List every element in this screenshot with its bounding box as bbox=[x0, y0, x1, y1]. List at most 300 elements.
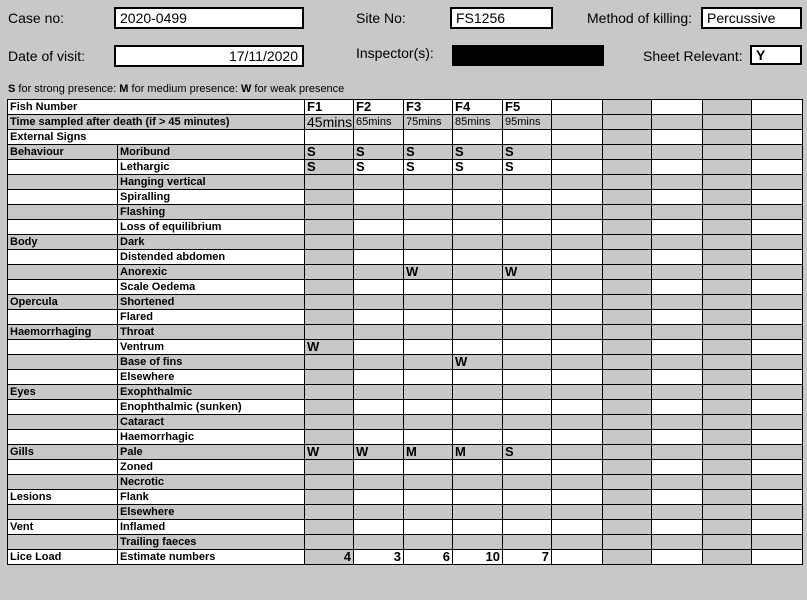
presence-cell[interactable] bbox=[652, 355, 703, 370]
presence-cell[interactable] bbox=[503, 385, 552, 400]
presence-cell[interactable]: S bbox=[404, 160, 453, 175]
fish-number-cell[interactable] bbox=[703, 100, 752, 115]
presence-cell[interactable] bbox=[703, 535, 752, 550]
presence-cell[interactable] bbox=[354, 325, 404, 340]
presence-cell[interactable] bbox=[603, 370, 652, 385]
presence-cell[interactable] bbox=[404, 385, 453, 400]
presence-cell[interactable] bbox=[603, 250, 652, 265]
presence-cell[interactable] bbox=[752, 370, 803, 385]
presence-cell[interactable] bbox=[703, 175, 752, 190]
fish-number-cell[interactable]: F5 bbox=[503, 100, 552, 115]
presence-cell[interactable] bbox=[305, 220, 354, 235]
presence-cell[interactable] bbox=[305, 310, 354, 325]
presence-cell[interactable] bbox=[652, 280, 703, 295]
presence-cell[interactable] bbox=[603, 490, 652, 505]
presence-cell[interactable] bbox=[752, 265, 803, 280]
date-of-visit-field[interactable]: 17/11/2020 bbox=[114, 45, 304, 67]
presence-cell[interactable] bbox=[354, 235, 404, 250]
presence-cell[interactable] bbox=[552, 265, 603, 280]
presence-cell[interactable] bbox=[603, 535, 652, 550]
presence-cell[interactable] bbox=[652, 490, 703, 505]
presence-cell[interactable] bbox=[603, 145, 652, 160]
presence-cell[interactable] bbox=[453, 235, 503, 250]
time-sampled-cell[interactable] bbox=[552, 115, 603, 130]
presence-cell[interactable] bbox=[404, 205, 453, 220]
lice-count-cell[interactable] bbox=[552, 550, 603, 565]
presence-cell[interactable] bbox=[354, 385, 404, 400]
presence-cell[interactable] bbox=[354, 475, 404, 490]
presence-cell[interactable] bbox=[603, 280, 652, 295]
presence-cell[interactable] bbox=[703, 370, 752, 385]
presence-cell[interactable] bbox=[652, 415, 703, 430]
presence-cell[interactable] bbox=[354, 250, 404, 265]
presence-cell[interactable] bbox=[703, 415, 752, 430]
presence-cell[interactable] bbox=[752, 475, 803, 490]
presence-cell[interactable] bbox=[305, 520, 354, 535]
presence-cell[interactable] bbox=[752, 145, 803, 160]
presence-cell[interactable] bbox=[354, 220, 404, 235]
presence-cell[interactable] bbox=[652, 220, 703, 235]
presence-cell[interactable] bbox=[305, 250, 354, 265]
presence-cell[interactable] bbox=[552, 460, 603, 475]
presence-cell[interactable] bbox=[453, 400, 503, 415]
presence-cell[interactable] bbox=[503, 295, 552, 310]
presence-cell[interactable] bbox=[652, 325, 703, 340]
presence-cell[interactable] bbox=[453, 490, 503, 505]
lice-count-cell[interactable] bbox=[752, 550, 803, 565]
presence-cell[interactable] bbox=[703, 430, 752, 445]
presence-cell[interactable] bbox=[703, 205, 752, 220]
presence-cell[interactable] bbox=[752, 160, 803, 175]
presence-cell[interactable] bbox=[552, 445, 603, 460]
presence-cell[interactable]: S bbox=[503, 160, 552, 175]
presence-cell[interactable] bbox=[354, 265, 404, 280]
presence-cell[interactable] bbox=[752, 535, 803, 550]
presence-cell[interactable] bbox=[453, 520, 503, 535]
presence-cell[interactable] bbox=[603, 325, 652, 340]
presence-cell[interactable] bbox=[603, 355, 652, 370]
presence-cell[interactable] bbox=[552, 475, 603, 490]
presence-cell[interactable] bbox=[453, 310, 503, 325]
presence-cell[interactable] bbox=[703, 190, 752, 205]
presence-cell[interactable] bbox=[752, 505, 803, 520]
presence-cell[interactable] bbox=[354, 175, 404, 190]
presence-cell[interactable] bbox=[603, 175, 652, 190]
time-sampled-cell[interactable] bbox=[703, 115, 752, 130]
presence-cell[interactable] bbox=[305, 325, 354, 340]
sheet-relevant-field[interactable]: Y bbox=[750, 45, 802, 65]
presence-cell[interactable] bbox=[453, 295, 503, 310]
presence-cell[interactable] bbox=[652, 175, 703, 190]
presence-cell[interactable] bbox=[404, 325, 453, 340]
presence-cell[interactable] bbox=[503, 535, 552, 550]
presence-cell[interactable] bbox=[752, 415, 803, 430]
presence-cell[interactable] bbox=[503, 325, 552, 340]
presence-cell[interactable] bbox=[552, 400, 603, 415]
presence-cell[interactable]: S bbox=[354, 160, 404, 175]
presence-cell[interactable] bbox=[404, 250, 453, 265]
presence-cell[interactable] bbox=[703, 250, 752, 265]
inspectors-field-redacted[interactable] bbox=[452, 45, 604, 66]
presence-cell[interactable]: S bbox=[305, 145, 354, 160]
presence-cell[interactable] bbox=[703, 280, 752, 295]
time-sampled-cell[interactable] bbox=[752, 115, 803, 130]
presence-cell[interactable] bbox=[404, 220, 453, 235]
presence-cell[interactable]: W bbox=[354, 445, 404, 460]
presence-cell[interactable] bbox=[354, 520, 404, 535]
presence-cell[interactable] bbox=[652, 295, 703, 310]
presence-cell[interactable] bbox=[503, 355, 552, 370]
presence-cell[interactable] bbox=[305, 475, 354, 490]
presence-cell[interactable] bbox=[404, 175, 453, 190]
presence-cell[interactable] bbox=[703, 460, 752, 475]
presence-cell[interactable] bbox=[703, 400, 752, 415]
presence-cell[interactable] bbox=[552, 535, 603, 550]
presence-cell[interactable] bbox=[503, 460, 552, 475]
presence-cell[interactable] bbox=[354, 400, 404, 415]
presence-cell[interactable] bbox=[752, 175, 803, 190]
lice-count-cell[interactable]: 3 bbox=[354, 550, 404, 565]
presence-cell[interactable] bbox=[404, 460, 453, 475]
presence-cell[interactable] bbox=[703, 355, 752, 370]
presence-cell[interactable] bbox=[404, 475, 453, 490]
presence-cell[interactable] bbox=[503, 205, 552, 220]
presence-cell[interactable] bbox=[652, 460, 703, 475]
presence-cell[interactable]: S bbox=[404, 145, 453, 160]
presence-cell[interactable] bbox=[552, 190, 603, 205]
presence-cell[interactable] bbox=[404, 505, 453, 520]
time-sampled-cell[interactable] bbox=[652, 115, 703, 130]
presence-cell[interactable] bbox=[354, 190, 404, 205]
presence-cell[interactable] bbox=[404, 340, 453, 355]
presence-cell[interactable] bbox=[752, 385, 803, 400]
presence-cell[interactable] bbox=[503, 475, 552, 490]
presence-cell[interactable] bbox=[703, 520, 752, 535]
presence-cell[interactable] bbox=[703, 325, 752, 340]
presence-cell[interactable] bbox=[305, 490, 354, 505]
time-sampled-cell[interactable]: 45mins bbox=[305, 115, 354, 130]
presence-cell[interactable] bbox=[703, 145, 752, 160]
presence-cell[interactable] bbox=[305, 280, 354, 295]
presence-cell[interactable] bbox=[603, 430, 652, 445]
presence-cell[interactable]: W bbox=[404, 265, 453, 280]
presence-cell[interactable] bbox=[652, 265, 703, 280]
presence-cell[interactable] bbox=[404, 400, 453, 415]
presence-cell[interactable] bbox=[652, 190, 703, 205]
presence-cell[interactable] bbox=[453, 460, 503, 475]
presence-cell[interactable]: M bbox=[404, 445, 453, 460]
fish-number-cell[interactable] bbox=[752, 100, 803, 115]
presence-cell[interactable] bbox=[703, 475, 752, 490]
presence-cell[interactable] bbox=[503, 190, 552, 205]
presence-cell[interactable] bbox=[603, 400, 652, 415]
presence-cell[interactable] bbox=[752, 220, 803, 235]
presence-cell[interactable] bbox=[305, 430, 354, 445]
presence-cell[interactable] bbox=[453, 325, 503, 340]
presence-cell[interactable] bbox=[703, 235, 752, 250]
presence-cell[interactable]: W bbox=[503, 265, 552, 280]
presence-cell[interactable] bbox=[453, 220, 503, 235]
presence-cell[interactable] bbox=[552, 385, 603, 400]
time-sampled-cell[interactable]: 65mins bbox=[354, 115, 404, 130]
presence-cell[interactable] bbox=[552, 235, 603, 250]
presence-cell[interactable] bbox=[552, 430, 603, 445]
fish-number-cell[interactable]: F3 bbox=[404, 100, 453, 115]
presence-cell[interactable] bbox=[503, 310, 552, 325]
presence-cell[interactable] bbox=[354, 310, 404, 325]
presence-cell[interactable] bbox=[305, 175, 354, 190]
presence-cell[interactable] bbox=[503, 220, 552, 235]
presence-cell[interactable] bbox=[752, 460, 803, 475]
presence-cell[interactable] bbox=[703, 295, 752, 310]
presence-cell[interactable] bbox=[752, 520, 803, 535]
presence-cell[interactable] bbox=[552, 310, 603, 325]
presence-cell[interactable] bbox=[552, 145, 603, 160]
presence-cell[interactable] bbox=[354, 295, 404, 310]
presence-cell[interactable] bbox=[305, 385, 354, 400]
presence-cell[interactable] bbox=[652, 250, 703, 265]
fish-number-cell[interactable]: F2 bbox=[354, 100, 404, 115]
presence-cell[interactable] bbox=[752, 310, 803, 325]
presence-cell[interactable] bbox=[652, 535, 703, 550]
presence-cell[interactable] bbox=[752, 430, 803, 445]
presence-cell[interactable] bbox=[652, 370, 703, 385]
fish-number-cell[interactable]: F4 bbox=[453, 100, 503, 115]
presence-cell[interactable] bbox=[503, 520, 552, 535]
presence-cell[interactable] bbox=[305, 460, 354, 475]
presence-cell[interactable]: S bbox=[354, 145, 404, 160]
presence-cell[interactable] bbox=[652, 235, 703, 250]
presence-cell[interactable] bbox=[453, 370, 503, 385]
presence-cell[interactable] bbox=[752, 250, 803, 265]
presence-cell[interactable] bbox=[503, 415, 552, 430]
presence-cell[interactable] bbox=[703, 505, 752, 520]
presence-cell[interactable] bbox=[703, 265, 752, 280]
presence-cell[interactable]: M bbox=[453, 445, 503, 460]
presence-cell[interactable] bbox=[703, 340, 752, 355]
presence-cell[interactable] bbox=[603, 460, 652, 475]
presence-cell[interactable] bbox=[354, 340, 404, 355]
presence-cell[interactable] bbox=[552, 370, 603, 385]
presence-cell[interactable] bbox=[652, 430, 703, 445]
presence-cell[interactable] bbox=[552, 220, 603, 235]
presence-cell[interactable] bbox=[404, 190, 453, 205]
presence-cell[interactable] bbox=[552, 340, 603, 355]
presence-cell[interactable] bbox=[652, 505, 703, 520]
presence-cell[interactable] bbox=[305, 355, 354, 370]
presence-cell[interactable]: S bbox=[453, 160, 503, 175]
lice-count-cell[interactable]: 7 bbox=[503, 550, 552, 565]
presence-cell[interactable] bbox=[652, 385, 703, 400]
presence-cell[interactable] bbox=[603, 340, 652, 355]
presence-cell[interactable] bbox=[603, 205, 652, 220]
presence-cell[interactable] bbox=[404, 235, 453, 250]
presence-cell[interactable] bbox=[752, 400, 803, 415]
lice-count-cell[interactable]: 6 bbox=[404, 550, 453, 565]
presence-cell[interactable] bbox=[652, 520, 703, 535]
presence-cell[interactable] bbox=[305, 190, 354, 205]
lice-count-cell[interactable] bbox=[652, 550, 703, 565]
presence-cell[interactable] bbox=[305, 535, 354, 550]
presence-cell[interactable]: S bbox=[503, 445, 552, 460]
presence-cell[interactable] bbox=[404, 430, 453, 445]
presence-cell[interactable] bbox=[404, 280, 453, 295]
presence-cell[interactable] bbox=[503, 250, 552, 265]
presence-cell[interactable] bbox=[453, 535, 503, 550]
method-of-killing-field[interactable]: Percussive bbox=[701, 7, 802, 29]
time-sampled-cell[interactable]: 85mins bbox=[453, 115, 503, 130]
presence-cell[interactable] bbox=[552, 325, 603, 340]
presence-cell[interactable] bbox=[453, 430, 503, 445]
presence-cell[interactable] bbox=[752, 355, 803, 370]
presence-cell[interactable] bbox=[552, 205, 603, 220]
presence-cell[interactable] bbox=[603, 190, 652, 205]
presence-cell[interactable] bbox=[453, 190, 503, 205]
presence-cell[interactable] bbox=[354, 505, 404, 520]
presence-cell[interactable] bbox=[552, 520, 603, 535]
presence-cell[interactable]: W bbox=[305, 340, 354, 355]
presence-cell[interactable]: S bbox=[503, 145, 552, 160]
presence-cell[interactable] bbox=[552, 250, 603, 265]
presence-cell[interactable] bbox=[552, 280, 603, 295]
presence-cell[interactable] bbox=[404, 490, 453, 505]
presence-cell[interactable] bbox=[404, 370, 453, 385]
presence-cell[interactable] bbox=[552, 505, 603, 520]
presence-cell[interactable] bbox=[404, 520, 453, 535]
presence-cell[interactable] bbox=[305, 295, 354, 310]
presence-cell[interactable] bbox=[453, 205, 503, 220]
presence-cell[interactable] bbox=[603, 505, 652, 520]
presence-cell[interactable] bbox=[552, 415, 603, 430]
presence-cell[interactable] bbox=[453, 415, 503, 430]
presence-cell[interactable] bbox=[503, 235, 552, 250]
presence-cell[interactable] bbox=[652, 145, 703, 160]
presence-cell[interactable] bbox=[305, 400, 354, 415]
time-sampled-cell[interactable] bbox=[603, 115, 652, 130]
fish-number-cell[interactable] bbox=[652, 100, 703, 115]
presence-cell[interactable] bbox=[354, 415, 404, 430]
presence-cell[interactable] bbox=[752, 280, 803, 295]
time-sampled-cell[interactable]: 95mins bbox=[503, 115, 552, 130]
presence-cell[interactable] bbox=[354, 280, 404, 295]
presence-cell[interactable] bbox=[752, 295, 803, 310]
presence-cell[interactable] bbox=[453, 505, 503, 520]
presence-cell[interactable] bbox=[453, 340, 503, 355]
presence-cell[interactable] bbox=[552, 160, 603, 175]
presence-cell[interactable] bbox=[453, 250, 503, 265]
presence-cell[interactable] bbox=[703, 385, 752, 400]
presence-cell[interactable] bbox=[603, 415, 652, 430]
presence-cell[interactable] bbox=[404, 415, 453, 430]
presence-cell[interactable] bbox=[305, 505, 354, 520]
presence-cell[interactable] bbox=[503, 280, 552, 295]
presence-cell[interactable] bbox=[652, 445, 703, 460]
presence-cell[interactable] bbox=[752, 325, 803, 340]
presence-cell[interactable] bbox=[453, 475, 503, 490]
presence-cell[interactable] bbox=[603, 385, 652, 400]
presence-cell[interactable] bbox=[703, 220, 752, 235]
presence-cell[interactable] bbox=[354, 205, 404, 220]
presence-cell[interactable] bbox=[305, 415, 354, 430]
time-sampled-cell[interactable]: 75mins bbox=[404, 115, 453, 130]
presence-cell[interactable] bbox=[354, 460, 404, 475]
presence-cell[interactable]: W bbox=[305, 445, 354, 460]
presence-cell[interactable] bbox=[354, 370, 404, 385]
presence-cell[interactable] bbox=[503, 400, 552, 415]
presence-cell[interactable] bbox=[652, 475, 703, 490]
presence-cell[interactable] bbox=[652, 310, 703, 325]
presence-cell[interactable] bbox=[603, 235, 652, 250]
presence-cell[interactable]: W bbox=[453, 355, 503, 370]
presence-cell[interactable] bbox=[354, 355, 404, 370]
presence-cell[interactable] bbox=[652, 400, 703, 415]
presence-cell[interactable] bbox=[453, 265, 503, 280]
presence-cell[interactable] bbox=[404, 535, 453, 550]
presence-cell[interactable] bbox=[652, 340, 703, 355]
presence-cell[interactable] bbox=[305, 235, 354, 250]
presence-cell[interactable] bbox=[503, 370, 552, 385]
fish-number-cell[interactable] bbox=[603, 100, 652, 115]
presence-cell[interactable] bbox=[453, 385, 503, 400]
presence-cell[interactable] bbox=[752, 340, 803, 355]
presence-cell[interactable] bbox=[752, 445, 803, 460]
presence-cell[interactable] bbox=[603, 475, 652, 490]
presence-cell[interactable] bbox=[752, 235, 803, 250]
presence-cell[interactable] bbox=[503, 340, 552, 355]
site-no-field[interactable]: FS1256 bbox=[450, 7, 553, 29]
presence-cell[interactable] bbox=[703, 160, 752, 175]
fish-number-cell[interactable]: F1 bbox=[305, 100, 354, 115]
presence-cell[interactable] bbox=[503, 505, 552, 520]
presence-cell[interactable] bbox=[603, 520, 652, 535]
presence-cell[interactable] bbox=[603, 160, 652, 175]
presence-cell[interactable] bbox=[603, 220, 652, 235]
presence-cell[interactable] bbox=[752, 205, 803, 220]
presence-cell[interactable] bbox=[552, 490, 603, 505]
presence-cell[interactable] bbox=[305, 370, 354, 385]
presence-cell[interactable] bbox=[305, 265, 354, 280]
presence-cell[interactable] bbox=[503, 430, 552, 445]
presence-cell[interactable] bbox=[503, 490, 552, 505]
presence-cell[interactable] bbox=[552, 295, 603, 310]
presence-cell[interactable] bbox=[305, 205, 354, 220]
presence-cell[interactable] bbox=[453, 175, 503, 190]
case-no-field[interactable]: 2020-0499 bbox=[114, 7, 304, 29]
lice-count-cell[interactable]: 10 bbox=[453, 550, 503, 565]
presence-cell[interactable] bbox=[552, 355, 603, 370]
presence-cell[interactable] bbox=[703, 445, 752, 460]
presence-cell[interactable] bbox=[404, 355, 453, 370]
presence-cell[interactable] bbox=[752, 490, 803, 505]
lice-count-cell[interactable] bbox=[703, 550, 752, 565]
presence-cell[interactable] bbox=[404, 295, 453, 310]
presence-cell[interactable] bbox=[603, 310, 652, 325]
fish-number-cell[interactable] bbox=[552, 100, 603, 115]
lice-count-cell[interactable]: 4 bbox=[305, 550, 354, 565]
presence-cell[interactable] bbox=[652, 205, 703, 220]
presence-cell[interactable] bbox=[354, 490, 404, 505]
presence-cell[interactable] bbox=[603, 265, 652, 280]
presence-cell[interactable] bbox=[652, 160, 703, 175]
presence-cell[interactable] bbox=[603, 295, 652, 310]
presence-cell[interactable] bbox=[354, 535, 404, 550]
presence-cell[interactable] bbox=[503, 175, 552, 190]
presence-cell[interactable] bbox=[752, 190, 803, 205]
presence-cell[interactable]: S bbox=[305, 160, 354, 175]
presence-cell[interactable] bbox=[453, 280, 503, 295]
presence-cell[interactable] bbox=[404, 310, 453, 325]
lice-count-cell[interactable] bbox=[603, 550, 652, 565]
